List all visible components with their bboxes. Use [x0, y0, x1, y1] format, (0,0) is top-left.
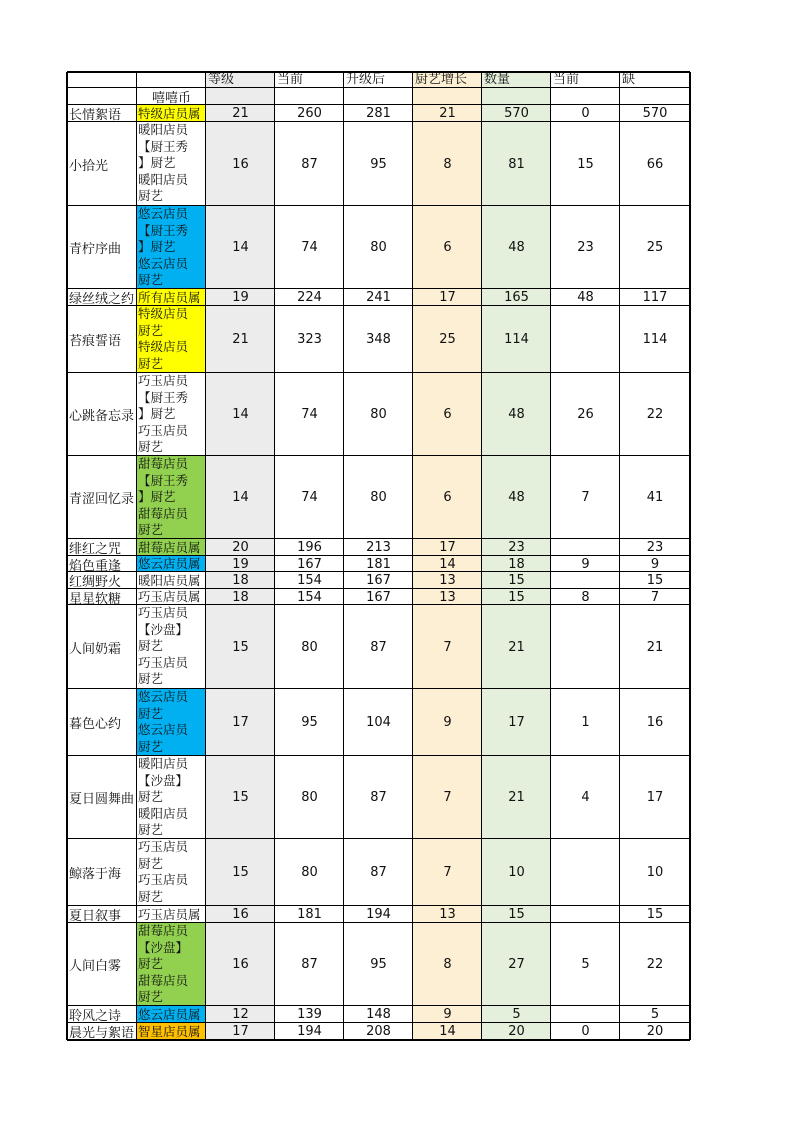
have-cell[interactable]: [551, 539, 620, 556]
level-cell[interactable]: 15: [232, 865, 249, 880]
level-cell[interactable]: 21: [232, 106, 249, 121]
grow-cell[interactable]: 8: [443, 156, 452, 172]
staff-cell[interactable]: 悠云店员属: [137, 1006, 206, 1023]
cur-cell[interactable]: 80: [301, 865, 318, 880]
have-cell[interactable]: 15: [577, 156, 594, 172]
subheader-cell-5[interactable]: [413, 88, 482, 105]
grid-line-horizontal: [67, 1039, 690, 1041]
grow-cell[interactable]: 14: [439, 1024, 456, 1039]
qty-cell[interactable]: 18: [508, 556, 525, 572]
lack-cell[interactable]: 9: [650, 556, 660, 572]
level-cell[interactable]: 16: [232, 156, 249, 172]
lack-cell[interactable]: 17: [646, 790, 664, 805]
item-name-cell[interactable]: 心跳备忘录: [69, 409, 135, 424]
lack-cell[interactable]: 66: [646, 156, 664, 172]
grid-line-horizontal: [67, 1022, 690, 1023]
item-name-cell[interactable]: 人间奶霜: [69, 641, 122, 657]
have-cell[interactable]: [551, 306, 620, 373]
grow-cell[interactable]: 7: [443, 865, 452, 880]
up-cell[interactable]: 80: [370, 240, 387, 255]
subheader-cell-6[interactable]: [482, 88, 551, 105]
staff-cell[interactable]: 特级店员属: [137, 105, 206, 122]
header-cell-2[interactable]: 等级: [208, 72, 235, 87]
qty-cell[interactable]: 5: [512, 1007, 521, 1022]
grid-line-horizontal: [67, 922, 690, 923]
item-name-cell[interactable]: 星星软糖: [69, 591, 122, 605]
level-cell[interactable]: 14: [232, 407, 249, 422]
grid-line-horizontal: [67, 288, 690, 289]
header-cell-0[interactable]: [67, 72, 137, 88]
up-cell[interactable]: 95: [370, 156, 387, 172]
grid-line-horizontal: [67, 555, 690, 556]
grid-line-horizontal: [67, 87, 690, 88]
level-cell[interactable]: 16: [232, 957, 249, 972]
level-cell[interactable]: 18: [232, 589, 249, 605]
up-cell[interactable]: 80: [370, 407, 387, 422]
have-cell[interactable]: [551, 605, 620, 689]
lack-cell[interactable]: 22: [646, 407, 664, 422]
have-cell[interactable]: 7: [581, 490, 590, 505]
grow-cell[interactable]: 6: [443, 240, 452, 255]
cur-cell[interactable]: 196: [297, 540, 322, 555]
grow-cell[interactable]: 8: [443, 957, 452, 972]
item-name-cell[interactable]: 聆风之诗: [69, 1009, 122, 1023]
level-cell[interactable]: 21: [232, 332, 249, 347]
grid-line-horizontal: [67, 455, 690, 456]
qty-cell[interactable]: 15: [508, 907, 525, 922]
cur-cell[interactable]: 224: [297, 290, 322, 305]
lack-cell[interactable]: 117: [642, 290, 668, 305]
grow-cell[interactable]: 6: [443, 490, 452, 505]
grid-line-horizontal: [67, 538, 690, 539]
item-name-cell[interactable]: 焰色重逢: [69, 558, 122, 572]
have-cell[interactable]: 5: [581, 957, 590, 972]
lack-cell[interactable]: 21: [646, 639, 664, 655]
grid-line-horizontal: [67, 905, 690, 906]
lack-cell[interactable]: 10: [646, 865, 664, 880]
item-name-cell[interactable]: 青柠序曲: [69, 242, 122, 257]
grow-cell[interactable]: 21: [439, 106, 456, 121]
grid-line-horizontal: [67, 372, 690, 373]
staff-cell[interactable]: 巧玉店员 厨艺 巧玉店员 厨艺: [138, 839, 189, 904]
have-cell[interactable]: 23: [577, 240, 594, 255]
grid-line-horizontal: [67, 71, 690, 73]
qty-cell[interactable]: 20: [508, 1024, 525, 1039]
cur-cell[interactable]: 87: [301, 957, 318, 972]
lack-cell[interactable]: 25: [646, 240, 664, 255]
qty-cell[interactable]: 15: [508, 573, 525, 588]
lack-cell[interactable]: 41: [646, 490, 664, 505]
up-cell[interactable]: 194: [366, 907, 391, 922]
staff-cell[interactable]: 悠云店员属: [137, 556, 206, 572]
header-cell-6[interactable]: 数量: [484, 72, 511, 87]
qty-cell[interactable]: 570: [504, 106, 529, 121]
lack-cell[interactable]: 20: [646, 1024, 664, 1039]
grow-cell[interactable]: 13: [439, 573, 456, 588]
up-cell[interactable]: 213: [366, 540, 391, 555]
qty-cell[interactable]: 48: [508, 240, 525, 255]
have-cell[interactable]: [551, 906, 620, 923]
lack-cell[interactable]: 570: [642, 106, 668, 121]
up-cell[interactable]: 181: [366, 556, 391, 572]
grid-line-horizontal: [67, 571, 690, 572]
grid-line-horizontal: [67, 1005, 690, 1006]
grid-line-horizontal: [67, 305, 690, 306]
up-cell[interactable]: 281: [366, 106, 391, 121]
subheader-cell-2[interactable]: [206, 88, 275, 105]
lack-cell[interactable]: 15: [646, 907, 664, 922]
up-cell[interactable]: 241: [366, 290, 391, 305]
subheader-cell-1[interactable]: 嘻嘻币: [151, 91, 191, 105]
cur-cell[interactable]: 80: [301, 790, 318, 805]
grid-line-horizontal: [67, 688, 690, 689]
up-cell[interactable]: 167: [366, 589, 391, 605]
item-name-cell[interactable]: 青涩回忆录: [69, 492, 135, 507]
grow-cell[interactable]: 6: [443, 407, 452, 422]
item-name-cell[interactable]: 绿丝绒之约: [69, 292, 135, 306]
grow-cell[interactable]: 7: [443, 790, 452, 805]
item-name-cell[interactable]: 绯红之咒: [69, 542, 122, 556]
item-name-cell[interactable]: 红绸野火: [69, 575, 122, 589]
cur-cell[interactable]: 74: [301, 490, 318, 505]
have-cell[interactable]: [551, 1006, 620, 1023]
grid-line-horizontal: [67, 588, 690, 589]
grow-cell[interactable]: 9: [443, 715, 452, 730]
up-cell[interactable]: 87: [370, 790, 387, 805]
level-cell[interactable]: 19: [232, 556, 249, 572]
item-name-cell[interactable]: 鲸落于海: [69, 867, 122, 882]
cur-cell[interactable]: 80: [301, 639, 318, 655]
have-cell[interactable]: 9: [581, 556, 590, 572]
cur-cell[interactable]: 323: [297, 332, 322, 347]
staff-cell[interactable]: 暖阳店员属: [138, 573, 201, 588]
up-cell[interactable]: 87: [370, 865, 387, 880]
lack-cell[interactable]: 23: [646, 540, 664, 555]
grow-cell[interactable]: 25: [439, 332, 456, 347]
up-cell[interactable]: 80: [370, 490, 387, 505]
subheader-cell-4[interactable]: [344, 88, 413, 105]
item-name-cell[interactable]: 夏日叙事: [69, 909, 122, 923]
level-cell[interactable]: 17: [232, 715, 249, 730]
up-cell[interactable]: 348: [366, 332, 391, 347]
have-cell[interactable]: 0: [581, 1024, 590, 1039]
header-cell-3[interactable]: 当前: [277, 72, 304, 87]
have-cell[interactable]: [551, 572, 620, 589]
subheader-cell-3[interactable]: [275, 88, 344, 105]
cur-cell[interactable]: 194: [297, 1024, 322, 1039]
staff-cell[interactable]: 甜莓店员 【厨王秀 】厨艺 甜莓店员 厨艺: [137, 456, 206, 539]
subheader-cell-8[interactable]: [620, 88, 690, 105]
qty-cell[interactable]: 21: [508, 790, 525, 805]
item-name-cell[interactable]: 暮色心约: [69, 717, 122, 732]
up-cell[interactable]: 167: [366, 573, 391, 588]
subheader-cell-0[interactable]: [67, 88, 137, 105]
lack-cell[interactable]: 15: [646, 573, 664, 588]
cur-cell[interactable]: 167: [297, 556, 322, 572]
item-name-cell[interactable]: 苔痕誓语: [69, 334, 122, 349]
qty-cell[interactable]: 81: [508, 156, 525, 172]
grid-line-horizontal: [67, 604, 690, 605]
cur-cell[interactable]: 74: [301, 240, 318, 255]
item-name-cell[interactable]: 晨光与絮语: [69, 1026, 135, 1040]
staff-cell[interactable]: 悠云店员 厨艺 悠云店员 厨艺: [137, 689, 206, 756]
staff-cell[interactable]: 暖阳店员 【沙盘】 厨艺 暖阳店员 厨艺: [138, 756, 189, 838]
lack-cell[interactable]: 22: [646, 957, 664, 972]
grid-line-horizontal: [67, 755, 690, 756]
level-cell[interactable]: 12: [232, 1007, 249, 1022]
staff-cell[interactable]: 甜莓店员 【沙盘】 厨艺 甜莓店员 厨艺: [137, 923, 206, 1006]
level-cell[interactable]: 15: [232, 790, 249, 805]
level-cell[interactable]: 14: [232, 240, 249, 255]
lack-cell[interactable]: 7: [650, 589, 660, 605]
level-cell[interactable]: 17: [232, 1024, 249, 1039]
up-cell[interactable]: 148: [366, 1007, 391, 1022]
level-cell[interactable]: 19: [232, 290, 249, 305]
up-cell[interactable]: 104: [366, 715, 391, 730]
qty-cell[interactable]: 10: [508, 865, 525, 880]
up-cell[interactable]: 95: [370, 957, 387, 972]
have-cell[interactable]: 26: [577, 407, 594, 422]
have-cell[interactable]: [551, 839, 620, 906]
staff-cell[interactable]: 暖阳店员 【厨王秀 】厨艺 暖阳店员 厨艺: [138, 122, 189, 204]
cur-cell[interactable]: 87: [301, 156, 318, 172]
level-cell[interactable]: 20: [232, 540, 249, 555]
header-cell-8[interactable]: 缺: [622, 72, 636, 87]
qty-cell[interactable]: 21: [508, 639, 525, 655]
up-cell[interactable]: 208: [366, 1024, 391, 1039]
level-cell[interactable]: 16: [232, 907, 249, 922]
item-name-cell[interactable]: 夏日圆舞曲: [69, 792, 135, 807]
lack-cell[interactable]: 5: [650, 1007, 660, 1022]
grid-line-horizontal: [67, 121, 690, 122]
grid-line-horizontal: [67, 205, 690, 206]
staff-cell[interactable]: 特级店员 厨艺 特级店员 厨艺: [137, 306, 206, 373]
header-cell-7[interactable]: 当前: [553, 72, 580, 87]
qty-cell[interactable]: 48: [508, 407, 525, 422]
staff-cell[interactable]: 巧玉店员属: [138, 907, 201, 922]
staff-cell[interactable]: 悠云店员 【厨王秀 】厨艺 悠云店员 厨艺: [137, 206, 206, 289]
qty-cell[interactable]: 114: [504, 332, 529, 347]
staff-cell[interactable]: 巧玉店员 【沙盘】 厨艺 巧玉店员 厨艺: [138, 605, 189, 687]
cur-cell[interactable]: 260: [297, 106, 322, 121]
header-cell-4[interactable]: 升级后: [346, 72, 386, 87]
have-cell[interactable]: 1: [581, 715, 590, 730]
grow-cell[interactable]: 13: [439, 907, 456, 922]
qty-cell[interactable]: 17: [508, 715, 525, 730]
staff-cell[interactable]: 智星店员属: [137, 1023, 206, 1040]
subheader-cell-7[interactable]: [551, 88, 620, 105]
lack-cell[interactable]: 114: [642, 332, 668, 347]
cur-cell[interactable]: 95: [301, 715, 318, 730]
qty-cell[interactable]: 15: [508, 589, 525, 605]
up-cell[interactable]: 87: [370, 639, 387, 655]
staff-cell[interactable]: 所有店员属: [137, 289, 206, 306]
staff-cell[interactable]: 巧玉店员 【厨王秀 】厨艺 巧玉店员 厨艺: [138, 373, 189, 455]
staff-cell[interactable]: 甜莓店员属: [137, 539, 206, 556]
header-cell-1[interactable]: [137, 72, 206, 88]
have-cell[interactable]: 48: [577, 290, 594, 305]
have-cell[interactable]: 0: [581, 106, 590, 121]
cur-cell[interactable]: 139: [297, 1007, 322, 1022]
cur-cell[interactable]: 154: [297, 573, 322, 588]
grow-cell[interactable]: 17: [439, 540, 456, 555]
grid-line-horizontal: [67, 104, 690, 105]
qty-cell[interactable]: 165: [504, 290, 529, 305]
item-name-cell[interactable]: 人间白雾: [69, 959, 122, 974]
grow-cell[interactable]: 13: [439, 589, 456, 605]
lack-cell[interactable]: 16: [646, 715, 664, 730]
have-cell[interactable]: 4: [581, 790, 590, 805]
grid-line-horizontal: [67, 838, 690, 839]
qty-cell[interactable]: 48: [508, 490, 525, 505]
grow-cell[interactable]: 14: [439, 556, 456, 572]
cur-cell[interactable]: 154: [297, 589, 322, 605]
level-cell[interactable]: 14: [232, 490, 249, 505]
level-cell[interactable]: 15: [232, 639, 249, 655]
staff-cell[interactable]: 巧玉店员属: [138, 589, 201, 604]
grow-cell[interactable]: 7: [443, 639, 452, 655]
item-name-cell[interactable]: 小拾光: [69, 158, 109, 174]
qty-cell[interactable]: 23: [508, 540, 525, 555]
level-cell[interactable]: 18: [232, 573, 249, 588]
grow-cell[interactable]: 9: [443, 1007, 452, 1022]
cur-cell[interactable]: 74: [301, 407, 318, 422]
item-name-cell[interactable]: 长情絮语: [69, 108, 122, 122]
grow-cell[interactable]: 17: [439, 290, 456, 305]
qty-cell[interactable]: 27: [508, 957, 525, 972]
cur-cell[interactable]: 181: [297, 907, 322, 922]
header-cell-5[interactable]: 厨艺增长: [415, 72, 468, 87]
have-cell[interactable]: 8: [581, 589, 590, 605]
